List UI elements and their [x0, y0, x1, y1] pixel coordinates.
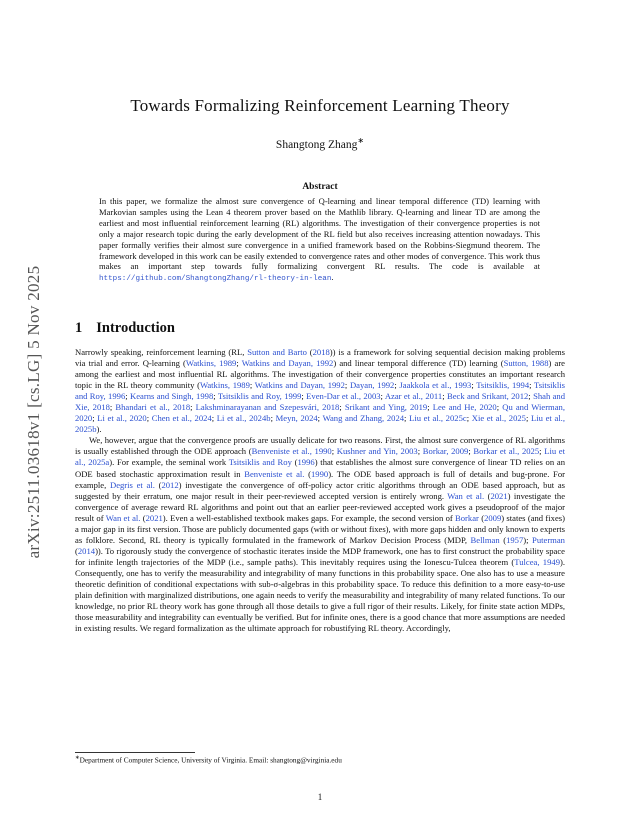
text-run: ; [146, 413, 152, 424]
citation-link[interactable]: Liu et al., 2025b [75, 413, 565, 435]
text-run: ; [394, 380, 400, 391]
paper-title: Towards Formalizing Reinforcement Learning Theory [130, 96, 510, 115]
citation-link[interactable]: Kushner and Yin, 2003 [336, 446, 418, 457]
text-run: ; [213, 391, 218, 402]
text-run: Narrowly speaking, reinforcement learning (RL, [75, 347, 248, 357]
citation-link[interactable]: Borkar [455, 512, 479, 523]
text-run: ( [499, 534, 507, 545]
citation-link[interactable]: Srikant and Ying, 2019 [344, 402, 428, 413]
text-run: ; [417, 446, 423, 457]
text-run: ). [96, 424, 102, 435]
citation-link[interactable]: Lee and He, 2020 [432, 402, 497, 413]
text-run: ; [471, 380, 477, 391]
text-run: ; [339, 402, 345, 413]
text-run: ; [190, 402, 196, 413]
citation-link[interactable]: Liu et al., 2025c [409, 413, 467, 424]
citation-link[interactable]: 2018 [312, 347, 330, 357]
citation-link[interactable]: Li et al., 2020 [97, 413, 147, 424]
arxiv-identifier: arXiv:2511.03618v1 [cs.LG] 5 Nov 2025 [24, 265, 43, 559]
text-run: ) that establishes the almost sure convergence of linear TD relies on an ODE based stochastic approximation result in [75, 457, 566, 479]
citation-link[interactable]: 1957 [506, 534, 524, 545]
citation-link[interactable]: Benveniste et al. [244, 468, 305, 479]
footnote: ∗Department of Computer Science, University of Virginia. Email: shangtong@virginia.edu [75, 755, 342, 765]
text-run: ; [317, 413, 323, 424]
citation-link[interactable]: Degris et al. [109, 479, 155, 490]
citation-link[interactable]: Watkins, 1989 [199, 380, 250, 391]
citation-link[interactable]: Beck and Srikant, 2012 [446, 391, 529, 402]
text-run: ) investigate the convergence of off-policy actor critic algorithms through an ODE based approach, but as suggested by their erratum, one major result in their peer-reviewed accepted version is entirely wrong. [75, 479, 565, 501]
text-run: ; [539, 446, 545, 457]
citation-link[interactable]: Dayan, 1992 [349, 380, 395, 391]
citation-link[interactable]: Sutton and Barto [247, 347, 307, 357]
citation-link[interactable]: Watkins and Dayan, 1992 [241, 358, 334, 369]
citation-link[interactable]: Li et al., 2024b [216, 413, 271, 424]
text-run: ; [92, 413, 98, 424]
intro-paragraph-2 [75, 435, 565, 634]
text-run: ( [291, 457, 298, 468]
text-run: ; [528, 391, 534, 402]
abstract-heading: Abstract [302, 182, 338, 192]
text-run: ( [140, 512, 146, 523]
intro-paragraph-1 [75, 347, 565, 435]
footnote-rule [75, 752, 195, 753]
section-number: 1 [75, 320, 83, 336]
citation-link[interactable]: Borkar et al., 2025 [473, 446, 540, 457]
text-run: ; [380, 391, 385, 402]
citation-link[interactable]: 2021 [145, 512, 163, 523]
citation-link[interactable]: Wan et al. [447, 490, 485, 501]
citation-link[interactable]: Borkar, 2009 [422, 446, 469, 457]
text-run: ; [270, 413, 276, 424]
text-run: )) is a framework for solving sequential decision making problems via trial and error. Q-learning ( [75, 347, 565, 369]
citation-link[interactable]: Xie et al., 2025 [471, 413, 526, 424]
citation-link[interactable]: Even-Dar et al., 2003 [306, 391, 381, 402]
text-run: ; [249, 380, 255, 391]
text-run: ; [427, 402, 433, 413]
citation-link[interactable]: 2012 [161, 479, 179, 490]
citation-link[interactable]: Sutton, 1988 [503, 358, 549, 369]
author-footnote-mark: ∗ [357, 136, 365, 145]
citation-link[interactable]: Bellman [470, 534, 500, 545]
abstract-text: In this paper, we formalize the almost sure convergence of Q-learning and linear temporal difference (TD) learning with Markovian samples using the Lean 4 theorem prover based on the Mathlib library. Q-learning and linear TD are among the earliest and most influential reinforcement learning (RL) algorithms. The investigation of their convergence properties is not only a major research topic during the early development of the RL field but also receives increasing attention nowadays. This paper formally verifies their almost sure convergence in a unified framework based on the Robbins-Siegmund theorem. The framework developed in this work can be easily extended to convergence rates and other modes of convergence. This work thus makes an important step towards fully formalizing convergent RL results. The code is available at [99, 196, 540, 272]
text-run: ). The ODE based approach is full of details and bug-prone. For example, [75, 468, 565, 490]
text-run: ). Consequently, one has to verify the measurability and integrability of many functions in this probability space. One also has to use a measure theoretic definition of conditional expectations with sub-σ-algebras in this probability space. To reduce this definition to a more easy-to-use plain definition with marginalized distributions, one again needs to verify the measurability and integrability of many related functions. To our knowledge, no prior RL theory work has gone through all those details to give a full rigor of their results. Likely, for finite state action MDPs, those measurability and integrability can eventually be verified. But for infinite ones, there is a good chance that more assumptions are needed in existing results. We regard formalization as the ultimate approach for robustifying RL theory. Accordingly, [75, 556, 566, 634]
text-run: ; [525, 413, 532, 424]
text-run: ; [468, 446, 474, 457]
citation-link[interactable]: Wan et al. [105, 512, 141, 523]
citation-link[interactable]: Jaakkola et al., 1993 [399, 380, 472, 391]
citation-link[interactable]: Watkins, 1989 [185, 358, 237, 369]
text-run: ) are among the earliest and most influential RL algorithms. The investigation of their convergence properties constitutes an important research topic in the RL theory community ( [75, 358, 565, 391]
text-run: ; [109, 402, 116, 413]
text-run: We, however, argue that the convergence proofs are usually delicate for two reasons. First, the almost sure convergence of RL algorithms is usually established through the ODE approach ( [75, 435, 565, 457]
code-link[interactable]: https://github.com/ShangtongZhang/rl-theory-in-lean [99, 275, 332, 284]
section-title: Introduction [96, 320, 175, 336]
author-line [0, 136, 640, 151]
citation-link[interactable]: Qu and Wierman, 2020 [75, 402, 565, 424]
citation-link[interactable]: 2009 [484, 512, 502, 523]
citation-link[interactable]: Lakshminarayanan and Szepesvári, 2018 [195, 402, 340, 413]
citation-link[interactable]: 2021 [490, 490, 508, 501]
text-run: ; [331, 446, 337, 457]
text-run: ; [301, 391, 307, 402]
text-run: ; [496, 402, 503, 413]
text-run: ; [344, 380, 350, 391]
text-run: ). Even a well-established textbook makes gaps. For example, the second version of [162, 512, 456, 523]
text-run: ( [75, 545, 78, 556]
page-number: 1 [317, 792, 323, 802]
section-heading [75, 320, 175, 337]
citation-link[interactable]: Bhandari et al., 2018 [115, 402, 191, 413]
citation-link[interactable]: Tsitsiklis and Roy [228, 457, 292, 468]
text-run: ). For example, the seminal work [109, 457, 229, 468]
text-run: ( [478, 512, 485, 523]
citation-link[interactable]: 1990 [311, 468, 329, 479]
text-run: ( [304, 468, 311, 479]
citation-link[interactable]: Tsitsiklis and Roy, 1996 [75, 380, 565, 402]
footnote-text: Department of Computer Science, University of Virginia. Email: shangtong@virginia.edu [79, 755, 342, 765]
text-run: ( [306, 347, 313, 357]
citation-link[interactable]: Chen et al., 2024 [151, 413, 212, 424]
author-name: Shangtong Zhang [275, 138, 358, 151]
text-run: ( [484, 490, 491, 501]
citation-link[interactable]: Liu et al., 2025a [75, 446, 566, 468]
text-run: ( [154, 479, 162, 490]
text-run: ; [125, 391, 131, 402]
text-run: ; [236, 358, 242, 369]
abstract-body: In this paper, we formalize the almost sure convergence of Q-learning and linear temporal difference (TD) learning with Markovian samples using the Lean 4 theorem prover based on the Mathlib library. Q-learning and linear TD are among the earliest and most influential reinforcement learning (RL) algorithms. The investigation of their convergence properties is not only a major research topic during the early development of the RL field but also receives increasing attention nowadays. This paper formally verifies their almost sure convergence in a unified framework based on the Robbins-Siegmund theorem. The framework developed in this work can be easily extended to convergence rates and other modes of convergence. This work thus makes an important step towards fully formalizing convergent RL results. The code is available at https://github.com/ShangtongZhang/rl-theory-in-lean. [99, 196, 540, 284]
text-run: ; [442, 391, 447, 402]
text-run: ; [529, 380, 535, 391]
citation-link[interactable]: Azar et al., 2011 [384, 391, 443, 402]
citation-link[interactable]: Wang and Zhang, 2024 [322, 413, 405, 424]
citation-link[interactable]: Shah and Xie, 2018 [75, 391, 566, 413]
citation-link[interactable]: Tsitsiklis, 1994 [476, 380, 530, 391]
citation-link[interactable]: Benveniste et al., 1990 [251, 446, 332, 457]
citation-link[interactable]: Meyn, 2024 [275, 413, 318, 424]
citation-link[interactable]: 1996 [297, 457, 315, 468]
citation-link[interactable]: Tsitsiklis and Roy, 1999 [217, 391, 302, 402]
text-run: ) investigate the convergence of average reward RL algorithms and point out that an earlier peer-reviewed accepted work gives a pseudoproof of the major result of [75, 490, 566, 523]
citation-link[interactable]: Kearns and Singh, 1998 [130, 391, 214, 402]
text-run: ; [466, 413, 472, 424]
text-run: ; [404, 413, 410, 424]
citation-link[interactable]: Tulcea, 1949 [514, 556, 560, 567]
citation-link[interactable]: 2014 [77, 545, 96, 556]
intro-body [75, 347, 565, 634]
text-run: ; [211, 413, 217, 424]
text-run: ); [523, 534, 533, 545]
text-run: ) states (and fixes) a major gap in its first version. Those are publicly documented gaps (with or without fixes), with more gaps hidden and only known to experts as folklore. Second, RL theory is typically formulated in the framework of Markov Decision Process (MDP, [75, 512, 565, 545]
citation-link[interactable]: Puterman [532, 534, 565, 545]
text-run: ) and linear temporal difference (TD) learning ( [333, 358, 504, 369]
text-run: )). To rigorously study the convergence of stochastic iterates inside the MDP framework, one has to first construct the probability space for infinite length trajectories of the MDP (i.e., sample paths). This inevitably requires using the Ionescu-Tulcea theorem ( [75, 545, 565, 567]
citation-link[interactable]: Watkins and Dayan, 1992 [254, 380, 345, 391]
